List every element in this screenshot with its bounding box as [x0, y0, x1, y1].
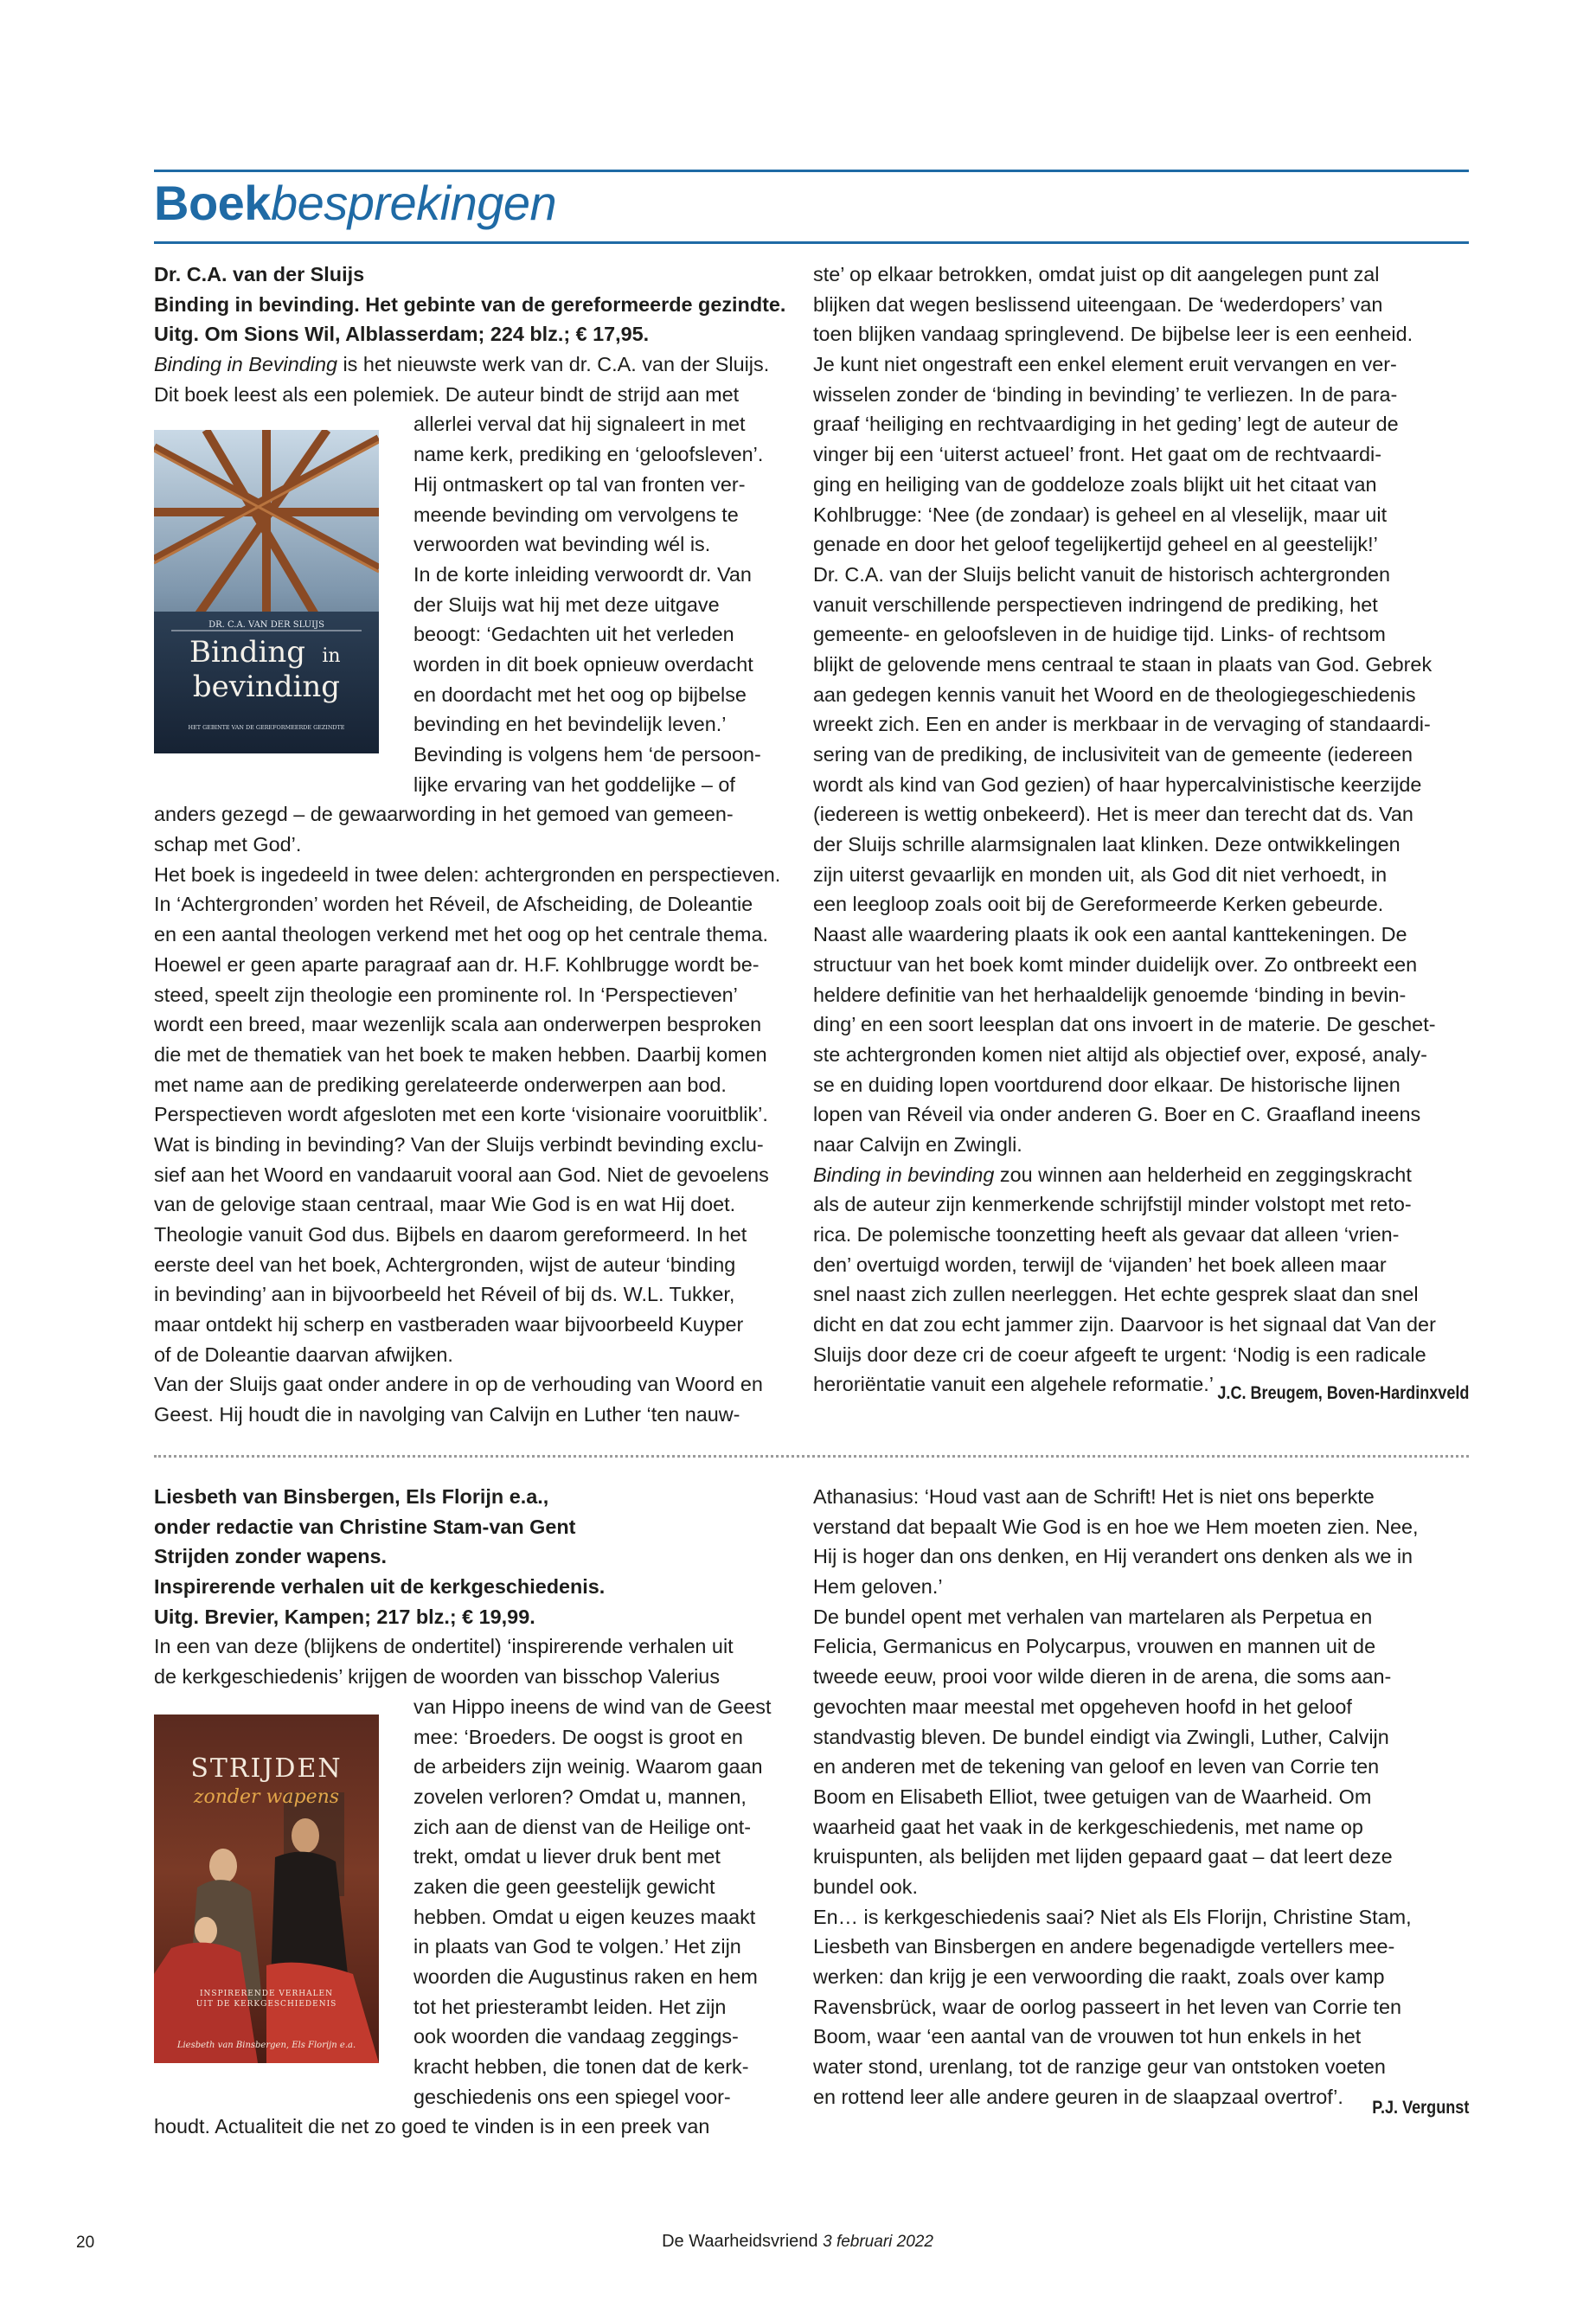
review1-cover-art	[154, 430, 379, 753]
text-line: tot het priesterambt leiden. Het zijn	[413, 1995, 727, 2018]
text-line: Van der Sluijs gaat onder andere in op de verhouding van Woord en	[154, 1373, 763, 1396]
text-line: Athanasius: ‘Houd vast aan de Schrift! Het is niet ons beperkte	[813, 1485, 1375, 1508]
review2-cover-authors: Liesbeth van Binsbergen, Els Florijn e.a.	[176, 2041, 356, 2050]
review1-right-italic-line	[813, 1160, 1471, 1190]
text-line: structuur van het boek komt minder duidelijk over. Zo ontbreekt een	[813, 952, 1418, 976]
text-line: wreekt zich. Een en ander is merkbaar in de vervaging of standaardi-	[813, 713, 1431, 736]
review2-cover-art	[154, 1715, 379, 2063]
text-line: Boom, waar ‘een aantal van de vrouwen tot hun enkels in het	[813, 2025, 1362, 2048]
review1-cover-title-1: Binding	[189, 635, 306, 670]
text-line: kracht hebben, die tonen dat de kerk-	[413, 2055, 749, 2079]
text-line: Naast alle waardering plaats ik ook een aantal kanttekeningen. De	[813, 923, 1407, 946]
text-line: hebben. Omdat u eigen keuzes maakt	[413, 1905, 756, 1928]
text-line: Theologie vanuit God dus. Bijbels en daarom gereformeerd. In het	[154, 1223, 747, 1246]
text-line: worden in dit boek opnieuw overdacht	[413, 652, 753, 676]
text-line: steed, speelt zijn theologie een prominente rol. In ‘Perspectieven’	[154, 983, 738, 1006]
text-line: meende bevinding om vervolgens te	[413, 503, 739, 526]
title-rule	[154, 241, 1469, 244]
text-line: woorden die Augustinus raken en hem	[413, 1965, 758, 1988]
text-line: dicht en dat zou echt jammer zijn. Daarvoor is het signaal dat Van der	[813, 1313, 1436, 1336]
text-line: bevinding en het bevindelijk leven.’	[413, 713, 727, 736]
review1-cover-subtitle: HET GEBINTE VAN DE GEREFORMEERDE GEZINDTE	[188, 724, 345, 731]
text-line: verstand dat bepaalt Wie God is en hoe we Hem moeten zien. Nee,	[813, 1515, 1419, 1538]
text-line: naar Calvijn en Zwingli.	[813, 1132, 1022, 1156]
review1-right-italic-rest: zou winnen aan helderheid en zeggingskracht	[994, 1163, 1412, 1186]
review1-cover-title-2: bevinding	[192, 670, 341, 704]
text-line: gemeente- en geloofsleven in de huidige tijd. Links- of rechtsom	[813, 623, 1386, 646]
text-line: Liesbeth van Binsbergen en andere begenadigde vertellers mee-	[813, 1935, 1395, 1958]
heading-line: Inspirerende verhalen uit de kerkgeschiedenis.	[154, 1575, 606, 1599]
text-line: sief aan het Woord en vandaaruit vooral aan God. Niet de gevoelens	[154, 1163, 769, 1186]
text-line: allerlei verval dat hij signaleert in met	[413, 413, 746, 436]
heading-line: Strijden zonder wapens.	[154, 1545, 388, 1568]
text-line: blijkt de gelovende mens centraal te staan in plaats van God. Gebrek	[813, 652, 1433, 676]
text-line: In de korte inleiding verwoordt dr. Van	[413, 562, 752, 586]
text-line: Kohlbrugge: ‘Nee (de zondaar) is geheel en al vleselijk, maar uit	[813, 503, 1388, 526]
page-number: 20	[76, 2234, 95, 2252]
top-rule	[154, 170, 1469, 172]
review1-book-cover	[154, 430, 379, 753]
text-line: en rottend leer alle andere geuren in de slaapzaal overtrof’.	[813, 2085, 1343, 2108]
text-line: bundel ook.	[813, 1875, 918, 1898]
text-line: lopen van Réveil via onder anderen G. Boer en C. Graafland ineens	[813, 1103, 1421, 1126]
review2-heading	[154, 1482, 811, 1631]
text-line: den’ overtuigd worden, terwijl de ‘vijanden’ het boek alleen maar	[813, 1253, 1387, 1276]
text-line: sering van de prediking, de inclusiviteit van de gemeente (iedereen	[813, 743, 1413, 766]
text-line: vanuit verschillende perspectieven indringend de prediking, het	[813, 593, 1378, 616]
text-line: snel naast zich zullen neerleggen. Het echte gesprek slaat dan snel	[813, 1283, 1419, 1306]
text-line: In een van deze (blijkens de ondertitel) ‘inspirerende verhalen uit	[154, 1635, 734, 1658]
footer-publication-name: De Waarheidsvriend	[662, 2232, 818, 2251]
text-line: eerste deel van het boek, Achtergronden, wijst de auteur ‘binding	[154, 1253, 736, 1276]
review1-book-title: Binding in bevinding. Het gebinte van de gereformeerde gezindte.	[154, 292, 786, 316]
text-line: of de Doleantie daarvan afwijken.	[154, 1343, 453, 1366]
text-line: heldere definitie van het herhaaldelijk genoemde ‘binding in bevin-	[813, 983, 1407, 1006]
review1-right-italic-title: Binding in bevinding	[813, 1163, 995, 1186]
text-line: een leegloop zoals ooit bij de Gereformeerde Kerken gebeurde.	[813, 893, 1384, 916]
review1-cover-title-in: in	[322, 645, 341, 667]
section-title	[154, 173, 556, 234]
text-line: maar ontdekt hij scherp en vastberaden waar bijvoorbeeld Kuyper	[154, 1313, 744, 1336]
text-line: anders gezegd – de gewaarwording in het gemoed van gemeen-	[154, 803, 734, 826]
text-line: vinger bij een ‘uiterst actueel’ front. Het gaat om de rechtvaardi-	[813, 443, 1382, 466]
text-line: houdt. Actualiteit die net zo goed te vinden is in een preek van	[154, 2115, 710, 2138]
text-line: ging en heiliging van de goddeloze zoals blijkt uit het citaat van	[813, 472, 1377, 496]
text-line: en een aantal theologen verkend met het oog op het centrale thema.	[154, 923, 769, 946]
text-line: lijke ervaring van het goddelijke – of	[413, 772, 735, 796]
text-line: Je kunt niet ongestraft een enkel element eruit vervangen en ver-	[813, 353, 1397, 376]
review1-right-body	[813, 260, 1471, 1160]
text-line: graaf ‘heiliging en rechtvaardiging in het geding’ legt de auteur de	[813, 413, 1399, 436]
text-line: met name aan de prediking gerelateerde onderwerpen aan bod.	[154, 1073, 727, 1096]
text-line: zovelen verloren? Omdat u, mannen,	[413, 1785, 747, 1808]
text-line: zaken die geen geestelijk gewicht	[413, 1875, 715, 1898]
text-line: rica. De polemische toonzetting heeft als gevaar dat alleen ‘vrien-	[813, 1223, 1400, 1246]
text-line: En… is kerkgeschiedenis saai? Niet als Els Florijn, Christine Stam,	[813, 1905, 1412, 1928]
text-line: Dit boek leest als een polemiek. De auteur bindt de strijd aan met	[154, 382, 740, 406]
text-line: mee: ‘Broeders. De oogst is groot en	[413, 1725, 743, 1748]
review2-right-body	[813, 1482, 1471, 2112]
text-line: kruispunten, als belijden met lijden gepaard gaat – dat leert deze	[813, 1845, 1393, 1868]
review2-cover-subtitle-1: INSPIRERENDE VERHALEN	[199, 1990, 334, 1998]
review1-intro-rest: is het nieuwste werk van dr. C.A. van der Sluijs.	[337, 353, 770, 376]
review2-cover-title-2: zonder wapens	[193, 1786, 340, 1808]
text-line: ook woorden die vandaag zeggings-	[413, 2025, 739, 2048]
text-line: beoogt: ‘Gedachten uit het verleden	[413, 623, 734, 646]
text-line: Wat is binding in bevinding? Van der Sluijs verbindt bevinding exclu-	[154, 1132, 764, 1156]
text-line: Boom en Elisabeth Elliot, twee getuigen van de Waarheid. Om	[813, 1785, 1372, 1808]
review1-cover-author: DR. C.A. VAN DER SLUIJS	[208, 620, 324, 630]
text-line: Het boek is ingedeeld in twee delen: achtergronden en perspectieven.	[154, 862, 781, 886]
text-line: en anderen met de tekening van geloof en leven van Corrie ten	[813, 1755, 1380, 1779]
text-line: waarheid gaat het vaak in de kerkgeschiedenis, met name op	[813, 1815, 1363, 1838]
text-line: in plaats van God te volgen.’ Het zijn	[413, 1935, 741, 1958]
heading-line: onder redactie van Christine Stam-van Gent	[154, 1515, 576, 1538]
review1-right-column	[813, 260, 1471, 1400]
review2-signature: P.J. Vergunst	[1371, 2098, 1469, 2118]
text-line: van Hippo ineens de wind van de Geest	[413, 1695, 772, 1718]
text-line: Geest. Hij houdt die in navolging van Calvijn en Luther ‘ten nauw-	[154, 1403, 740, 1426]
review1-intro-italic: Binding in Bevinding	[154, 353, 337, 376]
section-title-italic: besprekingen	[270, 176, 557, 230]
text-line: (iedereen is wettig onbekeerd). Het is meer dan terecht dat ds. Van	[813, 803, 1413, 826]
review-separator	[154, 1455, 1469, 1458]
text-line: als de auteur zijn kenmerkende schrijfstijl minder volstopt met reto-	[813, 1193, 1412, 1216]
text-line: der Sluijs wat hij met deze uitgave	[413, 593, 720, 616]
review1-author: Dr. C.A. van der Sluijs	[154, 263, 365, 285]
text-line: Bevinding is volgens hem ‘de persoon-	[413, 743, 761, 766]
text-line: de kerkgeschiedenis’ krijgen de woorden van bisschop Valerius	[154, 1665, 721, 1689]
footer-publication	[625, 2232, 971, 2252]
text-line: In ‘Achtergronden’ worden het Réveil, de Afscheiding, de Doleantie	[154, 893, 753, 916]
text-line: wordt als kind van God gezien) of haar hypercalvinistische keerzijde	[813, 772, 1422, 796]
text-line: Ravensbrück, waar de oorlog passeert in het leven van Corrie ten	[813, 1995, 1401, 2018]
heading-line: Uitg. Brevier, Kampen; 217 blz.; € 19,99.	[154, 1605, 535, 1628]
review2-book-cover	[154, 1715, 379, 2063]
text-line: genade en door het geloof tegelijkertijd geheel en al geestelijk!’	[813, 533, 1378, 556]
text-line: Hem geloven.’	[813, 1575, 943, 1599]
text-line: zich aan de dienst van de Heilige ont-	[413, 1815, 752, 1838]
text-line: name kerk, prediking en ‘geloofsleven’.	[413, 443, 764, 466]
heading-line: Liesbeth van Binsbergen, Els Florijn e.a.,	[154, 1485, 549, 1508]
text-line: Hoewel er geen aparte paragraaf aan dr. H.F. Kohlbrugge wordt be-	[154, 952, 760, 976]
text-line: De bundel opent met verhalen van martelaren als Perpetua en	[813, 1605, 1373, 1628]
text-line: geschiedenis ons een spiegel voor-	[413, 2085, 731, 2108]
review1-right-body-2	[813, 1189, 1471, 1400]
text-line: die met de thematiek van het boek te maken hebben. Daarbij komen	[154, 1042, 767, 1066]
text-line: water stond, urenlang, tot de ranzige geur van ontstoken voeten	[813, 2055, 1386, 2079]
text-line: Dr. C.A. van der Sluijs belicht vanuit de historisch achtergronden	[813, 562, 1390, 586]
text-line: schap met God’.	[154, 833, 302, 856]
text-line: verwoorden wat bevinding wél is.	[413, 533, 711, 556]
text-line: wordt een breed, maar wezenlijk scala aan onderwerpen besproken	[154, 1013, 762, 1036]
text-line: gevochten maar meestal met opgeheven hoofd in het geloof	[813, 1695, 1352, 1718]
text-line: wisselen zonder de ‘binding in bevinding’ te verliezen. In de para-	[813, 382, 1398, 406]
text-line: aan gedegen kennis vanuit het Woord en de theologiegeschiedenis	[813, 683, 1416, 706]
text-line: zijn uiterst gevaarlijk en monden uit, als God dit niet verhoedt, in	[813, 862, 1388, 886]
text-line: standvastig bleven. De bundel eindigt via Zwingli, Luther, Calvijn	[813, 1725, 1389, 1748]
text-line: ste achtergronden komen niet altijd als objectief over, exposé, analy-	[813, 1042, 1427, 1066]
text-line: in bevinding’ aan in bijvoorbeeld het Réveil of bij ds. W.L. Tukker,	[154, 1283, 735, 1306]
text-line: tweede eeuw, prooi voor wilde dieren in de arena, die soms aan-	[813, 1665, 1392, 1689]
text-line: heroriëntatie vanuit een algehele reformatie.’	[813, 1373, 1214, 1396]
text-line: Felicia, Germanicus en Polycarpus, vrouwen en mannen uit de	[813, 1635, 1376, 1658]
review1-publisher: Uitg. Om Sions Wil, Alblasserdam; 224 blz.; € 17,95.	[154, 323, 650, 346]
text-line: toen blijken vandaag springlevend. De bijbelse leer is een eenheid.	[813, 323, 1413, 346]
text-line: trekt, omdat u liever druk bent met	[413, 1845, 721, 1868]
text-line: ste’ op elkaar betrokken, omdat juist op dit aangelegen punt zal	[813, 263, 1380, 285]
text-line: Sluijs door deze cri de coeur afgeeft te urgent: ‘Nodig is een radicale	[813, 1343, 1426, 1366]
review2-cover-title-1: STRIJDEN	[190, 1753, 343, 1784]
review1-signature: J.C. Breugem, Boven-Hardinxveld	[1216, 1383, 1469, 1403]
text-line: se en duiding lopen voortdurend door elkaar. De historische lijnen	[813, 1073, 1401, 1096]
review2-cover-subtitle-2: UIT DE KERKGESCHIEDENIS	[195, 2000, 337, 2009]
review2-right-column	[813, 1482, 1471, 2112]
text-line: van de gelovige staan centraal, maar Wie God is en wat Hij doet.	[154, 1193, 736, 1216]
text-line: der Sluijs schrille alarmsignalen laat klinken. Deze ontwikkelingen	[813, 833, 1401, 856]
text-line: en doordacht met het oog op bijbelse	[413, 683, 747, 706]
text-line: Hij ontmaskert op tal van fronten ver-	[413, 472, 746, 496]
text-line: Hij is hoger dan ons denken, en Hij verandert ons denken als we in	[813, 1545, 1413, 1568]
review1-intro	[154, 349, 811, 380]
text-line: Perspectieven wordt afgesloten met een korte ‘visionaire vooruitblik’.	[154, 1103, 768, 1126]
text-line: ding’ en een soort leesplan dat ons invoert in de materie. De geschet-	[813, 1013, 1436, 1036]
text-line: de arbeiders zijn weinig. Waarom gaan	[413, 1755, 763, 1779]
section-title-bold: Boek	[154, 176, 271, 230]
footer-date: 3 februari 2022	[823, 2233, 933, 2251]
text-line: blijken dat wegen beslissend uiteengaan. De ‘wederdopers’ van	[813, 292, 1383, 316]
text-line: werken: dan krijg je een verwoording die raakt, zoals over kamp	[813, 1965, 1385, 1988]
